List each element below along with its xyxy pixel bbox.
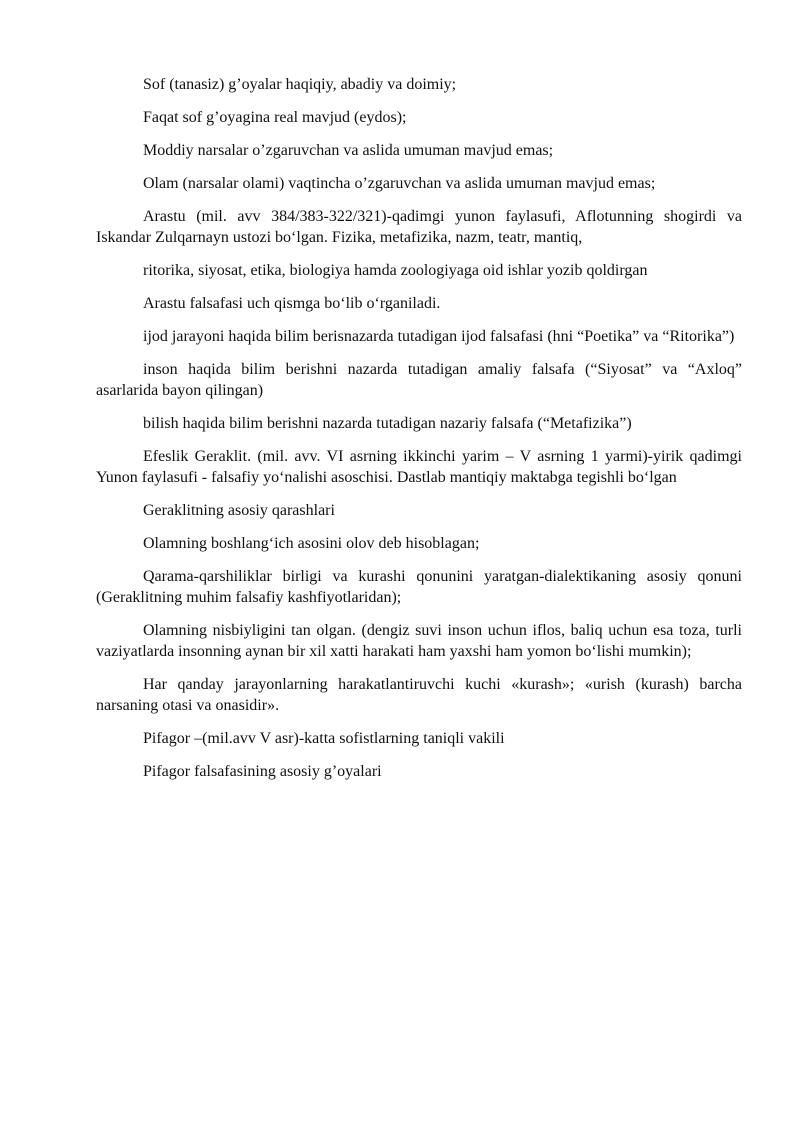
paragraph-amaliy-falsafa: inson haqida bilim berishni nazarda tutadigan amaliy falsafa (“Siyosat” va “Axloq” asarlarida bayon qilingan): [96, 361, 742, 399]
paragraph-ritorika: ritorika, siyosat, etika, biologiya hamda zoologiyaga oid ishlar yozib qoldirgan: [143, 262, 648, 279]
paragraph-arastu-intro: Arastu (mil. avv 384/383-322/321)-qadimgi yunon faylasufi, Aflotunning shogirdi va Iskandar Zulqarnayn ustozi bo‘lgan. Fizika, metafizika, nazm, teatr, mantiq,: [96, 208, 742, 246]
paragraph-olov: Olamning boshlang‘ich asosini olov deb hisoblagan;: [143, 535, 480, 552]
paragraph-olam: Olam (narsalar olami) vaqtincha o’zgaruvchan va aslida umuman mavjud emas;: [143, 175, 656, 192]
paragraph-ijod-falsafasi: ijod jarayoni haqida bilim berisnazarda tutadigan ijod falsafasi (hni “Poetika” va “Ritorika”): [143, 328, 735, 345]
paragraph-pifagor-goyalari: Pifagor falsafasining asosiy g’oyalari: [143, 763, 382, 780]
paragraph-pifagor-intro: Pifagor –(mil.avv V asr)-katta sofistlarning taniqli vakili: [143, 730, 505, 747]
paragraph-sof-goyagina: Faqat sof g’oyagina real mavjud (eydos);: [143, 109, 407, 126]
paragraph-qarama-qarshiliklar: Qarama-qarshiliklar birligi va kurashi qonunini yaratgan-dialektikaning asosiy qonuni (Geraklitning muhim falsafiy kashfiyotlaridan);: [96, 568, 742, 606]
paragraph-geraklit-qarashlari: Geraklitning asosiy qarashlari: [143, 502, 335, 519]
paragraph-sof-goyalar: Sof (tanasiz) g’oyalar haqiqiy, abadiy va doimiy;: [143, 76, 457, 93]
paragraph-kurash: Har qanday jarayonlarning harakatlantiruvchi kuchi «kurash»; «urish (kurash) barcha narsaning otasi va onasidir».: [96, 676, 742, 714]
document-page: [96, 74, 742, 794]
paragraph-moddiy-narsalar: Moddiy narsalar o’zgaruvchan va aslida umuman mavjud emas;: [143, 142, 554, 159]
paragraph-arastu-falsafasi: Arastu falsafasi uch qismga bo‘lib o‘rganiladi.: [143, 295, 441, 312]
paragraph-nisbiylik: Olamning nisbiyligini tan olgan. (dengiz suvi inson uchun iflos, baliq uchun esa toza, turli vaziyatlarda insonning aynan bir xil xatti harakati ham yaxshi ham yomon bo‘lishi mumkin);: [96, 622, 742, 660]
paragraph-nazariy-falsafa: bilish haqida bilim berishni nazarda tutadigan nazariy falsafa (“Metafizika”): [143, 415, 632, 432]
paragraph-geraklit-intro: Efeslik Geraklit. (mil. avv. VI asrning ikkinchi yarim – V asrning 1 yarmi)-yirik qadimgi Yunon faylasufi - falsafiy yo‘nalishi asoschisi. Dastlab mantiqiy maktabga tegishli bo‘lgan: [96, 448, 742, 486]
